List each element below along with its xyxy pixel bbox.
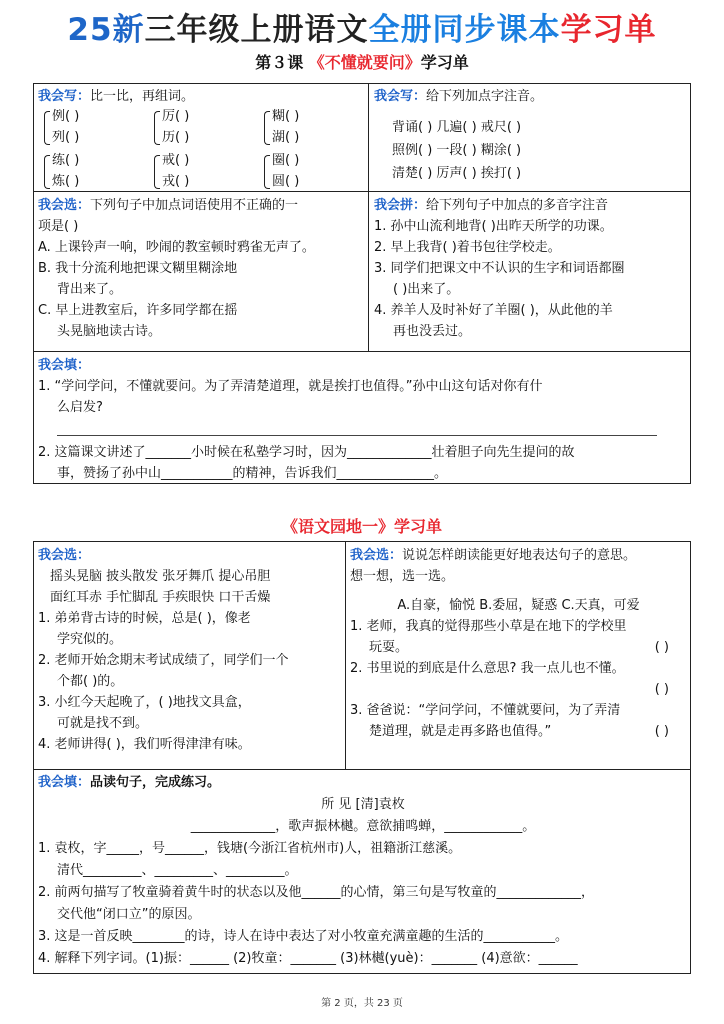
section-label: 我会选：	[350, 548, 403, 563]
section2-title-text: 《语文园地一》学习单	[281, 517, 442, 536]
lesson-suffix: 学习单	[420, 53, 469, 72]
choose-section	[38, 195, 364, 342]
word-pair-bottom: 戎( )	[162, 174, 190, 189]
main-title	[0, 4, 724, 49]
word-pair-bottom: 列( )	[52, 130, 80, 145]
lesson3-divider-h2	[33, 351, 691, 352]
section-instruction: 给下列句子中加点的多音字注音	[426, 198, 609, 213]
phonetic-section	[374, 86, 686, 185]
question-cont: 清代_________、_________、_________。	[57, 863, 298, 878]
answer-paren: ( )	[654, 682, 669, 697]
answer-line	[57, 422, 657, 436]
title-part-3: 全册同步课本	[368, 12, 561, 48]
word-pair-top: 练( )	[52, 153, 80, 168]
question: 1. 孙中山流利地背( )出昨天所学的功课。	[374, 219, 613, 234]
poem-section	[38, 772, 688, 970]
question: 2. 这篇课文讲述了_______小时候在私塾学习时，因为_____________壮着胆子向先生提问的故	[38, 445, 575, 460]
question: 3. 这是一首反映________的诗，诗人在诗中表达了对小牧童充满童趣的生活的___________。	[38, 929, 569, 944]
yuandi-divider-h	[33, 769, 691, 770]
phonetic-row: 背诵( ) 几遍( ) 戒尺( )	[392, 120, 522, 135]
question: 1. 袁枚，字_____，号______，钱塘(今浙江省杭州市)人，祖籍浙江慈溪。	[38, 841, 462, 856]
title-part-4: 学习单	[560, 12, 657, 48]
title-part-1: 25新	[67, 12, 145, 48]
lesson-name: 《不懂就要问》	[308, 53, 421, 72]
page-footer: 第 2 页，共 23 页	[321, 998, 403, 1009]
idiom-section	[38, 545, 342, 755]
word-pair-top: 糊( )	[272, 109, 300, 124]
lesson-prefix: 第３课	[255, 53, 309, 72]
question: 4. 解释下列字词。(1)振：______ (2)牧童：_______ (3)林樾(yuè)：_______ (4)意欲：______	[38, 951, 578, 966]
section-intro: 说说怎样朗读能更好地表达句子的意思。	[402, 548, 637, 563]
question: 1. 老师，我真的觉得那些小草是在地下的学校里	[350, 619, 627, 634]
section-label: 我会选：	[38, 548, 91, 563]
question-cont: 交代他“闭口立”的原因。	[57, 907, 201, 922]
word-pair-bottom: 历( )	[162, 130, 190, 145]
section-label: 我会拼：	[374, 198, 427, 213]
word-pair-bottom: 炼( )	[52, 174, 80, 189]
fill-section	[38, 355, 688, 484]
phonetic-row: 照例( ) 一段( ) 糊涂( )	[392, 143, 522, 158]
section2-title	[0, 514, 724, 537]
question-cont: 么启发?	[57, 400, 103, 415]
question: 2. 前两句描写了牧童骑着黄牛时的状态以及他______的心情，第三句是写牧童的_____________，	[38, 885, 595, 900]
section-label: 我会选：	[38, 198, 91, 213]
question-cont: 再也没丢过。	[393, 324, 472, 339]
word-pair-bottom: 湖( )	[272, 130, 300, 145]
section-label: 我会填：	[38, 358, 91, 373]
word-pair-top: 圈( )	[272, 153, 300, 168]
option-c: C. 早上进教室后，许多同学都在摇	[38, 303, 238, 318]
question: 2. 书里说的到底是什么意思? 我一点儿也不懂。	[350, 661, 625, 676]
compare-words-section	[38, 86, 364, 107]
question-cont: 个都( )的。	[57, 674, 124, 689]
idiom-list: 面红耳赤 手忙脚乱 手疾眼快 口干舌燥	[50, 590, 271, 605]
question: 3. 爸爸说：“学问学问，不懂就要问，为了弄清	[350, 703, 621, 718]
question: 4. 养羊人及时补好了羊圈( )，从此他的羊	[374, 303, 613, 318]
word-pair-top: 戒( )	[162, 153, 190, 168]
question: 3. 小红今天起晚了，( )地找文具盒，	[38, 695, 251, 710]
poem-title: 所 见 [清]袁枚	[321, 797, 405, 812]
question-cont: 可就是找不到。	[57, 716, 149, 731]
answer-paren: ( )	[654, 640, 669, 655]
question-cont: ( )出来了。	[393, 282, 460, 297]
answer-paren: ( )	[654, 724, 669, 739]
tone-options: A.自豪，愉悦 B.委屈，疑惑 C.天真，可爱	[397, 598, 640, 613]
lesson3-divider-v	[368, 83, 369, 351]
poem-line: _____________，歌声振林樾。意欲捕鸣蝉，____________。	[190, 819, 536, 834]
polyphone-section	[374, 195, 686, 342]
title-part-2: 三年级上册语文	[144, 12, 369, 48]
question-cont: 玩耍。	[369, 640, 409, 655]
question: 1. 弟弟背古诗的时候，总是( )，像老	[38, 611, 251, 626]
option-b: B. 我十分流利地把课文糊里糊涂地	[38, 261, 238, 276]
idiom-list: 摇头晃脑 披头散发 张牙舞爪 提心吊胆	[50, 569, 271, 584]
yuandi-divider-v	[345, 541, 346, 769]
question: 3. 同学们把课文中不认识的生字和词语都圈	[374, 261, 625, 276]
section-label: 我会写：	[38, 89, 91, 104]
question-cont: 学究似的。	[57, 632, 123, 647]
lesson3-divider-h1	[33, 191, 691, 192]
question-cont: 楚道理，就是走再多路也值得。”	[369, 724, 552, 739]
word-pair-bottom: 圆( )	[272, 174, 300, 189]
section-instruction: 给下列加点字注音。	[426, 89, 544, 104]
question: 1. “学问学问，不懂就要问。为了弄清楚道理，就是挨打也值得。”孙中山这句话对你有什	[38, 379, 543, 394]
question: 4. 老师讲得( )，我们听得津津有味。	[38, 737, 251, 752]
phonetic-row: 清楚( ) 厉声( ) 挨打( )	[392, 166, 522, 181]
section-label: 我会填：	[38, 775, 91, 790]
option-c-cont: 头晃脑地读古诗。	[57, 324, 162, 339]
word-pair-top: 厉( )	[162, 109, 190, 124]
option-b-cont: 背出来了。	[57, 282, 123, 297]
section-instruction: 比一比，再组词。	[90, 89, 195, 104]
option-a: A. 上课铃声一响，吵闹的教室顿时鸦雀无声了。	[38, 240, 315, 255]
word-pair-top: 例( )	[52, 109, 80, 124]
question: 2. 早上我背( )着书包往学校走。	[374, 240, 561, 255]
question: 2. 老师开始念期末考试成绩了，同学们一个	[38, 653, 289, 668]
section-intro-2: 项是( )	[38, 219, 79, 234]
section-instruction: 品读句子，完成练习。	[90, 775, 221, 790]
question-cont: 事，赞扬了孙中山___________的精神，告诉我们_______________。	[57, 466, 448, 481]
section-intro-2: 想一想，选一选。	[350, 569, 455, 584]
lesson-title	[0, 50, 724, 73]
section-label: 我会写：	[374, 89, 427, 104]
reading-tone-section	[350, 545, 687, 742]
section-intro: 下列句子中加点词语使用不正确的一	[90, 198, 299, 213]
